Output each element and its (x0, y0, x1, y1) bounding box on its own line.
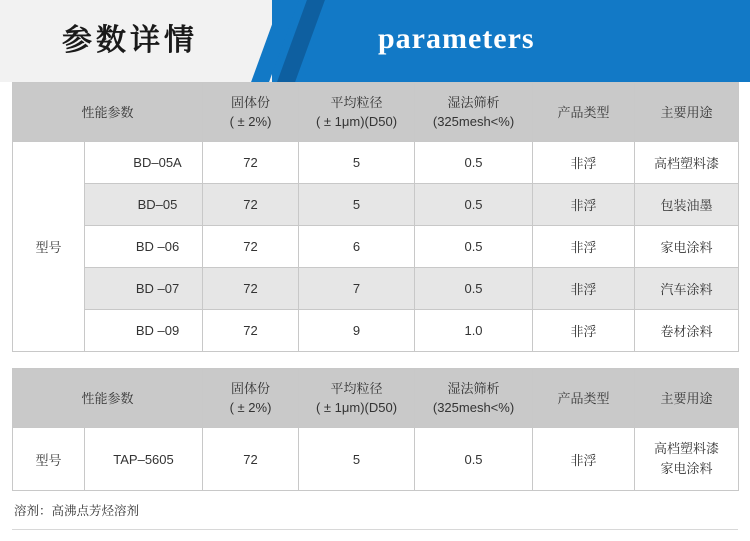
cell-size: 6 (299, 226, 415, 268)
cell-use-line-2: 家电涂料 (660, 461, 713, 476)
cell-solid: 72 (203, 268, 299, 310)
table-row (13, 226, 739, 268)
header-line-1: 固体份 (231, 95, 271, 110)
cell-use: 家电涂料 (635, 226, 739, 268)
cell-sieve: 0.5 (415, 184, 533, 226)
cell-sieve: 1.0 (415, 310, 533, 352)
cell-sieve: 0.5 (415, 428, 533, 491)
cell-sieve: 0.5 (415, 268, 533, 310)
cell-type: 非浮 (533, 184, 635, 226)
header-cell-main-use: 主要用途 (635, 369, 739, 428)
header-line-2: ( ± 2%) (229, 114, 272, 129)
cell-use: 包装油墨 (635, 184, 739, 226)
cell-model: BD–05 (85, 184, 203, 226)
header-cell-sieve (415, 369, 533, 428)
cell-model: BD –06 (85, 226, 203, 268)
cell-use: 高档塑料漆 (635, 142, 739, 184)
header-cell-main-use: 主要用途 (635, 83, 739, 142)
table-header-row (13, 369, 739, 428)
spec-table-1-wrapper (12, 82, 738, 352)
spec-table-1 (12, 82, 739, 352)
header-line-2: ( ± 1μm)(D50) (315, 114, 398, 129)
header-cell-performance (13, 83, 203, 142)
header-line-2: ( ± 1μm)(D50) (315, 400, 398, 415)
header-cell-product-type: 产品类型 (533, 369, 635, 428)
cell-use-line-1: 高档塑料漆 (654, 441, 720, 456)
spec-table-2 (12, 368, 739, 491)
cell-type: 非浮 (533, 226, 635, 268)
table-row (13, 268, 739, 310)
group-label-model: 型号 (13, 142, 85, 352)
table-row (13, 428, 739, 491)
footnote-solvent: 溶剂：高沸点芳烃溶剂 (14, 504, 140, 518)
cell-use: 卷材涂料 (635, 310, 739, 352)
table-header-row (13, 83, 739, 142)
cell-solid: 72 (203, 142, 299, 184)
page-banner (0, 0, 750, 82)
table-row (13, 310, 739, 352)
table-spacer (0, 352, 750, 368)
cell-type: 非浮 (533, 268, 635, 310)
cell-sieve: 0.5 (415, 142, 533, 184)
cell-solid: 72 (203, 184, 299, 226)
cell-model: BD –09 (85, 310, 203, 352)
header-line-1: 湿法筛析 (447, 381, 500, 396)
table-row (13, 142, 739, 184)
cell-use: 汽车涂料 (635, 268, 739, 310)
cell-sieve: 0.5 (415, 226, 533, 268)
header-line-2: ( ± 2%) (229, 400, 272, 415)
cell-size: 5 (299, 142, 415, 184)
cell-solid: 72 (203, 428, 299, 491)
cell-size: 5 (299, 184, 415, 226)
header-line-1: 固体份 (231, 381, 271, 396)
header-cell-performance: 性能参数 (13, 369, 203, 428)
cell-type: 非浮 (533, 428, 635, 491)
header-line-1: 性能参数 (81, 104, 134, 120)
cell-solid: 72 (203, 226, 299, 268)
cell-use (635, 428, 739, 491)
header-line-1: 湿法筛析 (447, 95, 500, 110)
banner-title-cn: 参数详情 (62, 24, 198, 57)
group-label-model: 型号 (13, 428, 85, 491)
header-cell-solid (203, 83, 299, 142)
header-cell-sieve (415, 83, 533, 142)
table-row (13, 184, 739, 226)
header-line-1: 平均粒径 (330, 95, 383, 110)
header-cell-product-type: 产品类型 (533, 83, 635, 142)
cell-model: BD –07 (85, 268, 203, 310)
header-line-2: (325mesh<%) (432, 400, 515, 415)
cell-type: 非浮 (533, 142, 635, 184)
cell-model: TAP–5605 (85, 428, 203, 491)
header-cell-particle-size (299, 83, 415, 142)
header-cell-particle-size (299, 369, 415, 428)
spec-table-2-wrapper (12, 368, 738, 491)
cell-size: 5 (299, 428, 415, 491)
cell-solid: 72 (203, 310, 299, 352)
cell-size: 9 (299, 310, 415, 352)
cell-size: 7 (299, 268, 415, 310)
header-line-1: 平均粒径 (330, 381, 383, 396)
cell-type: 非浮 (533, 310, 635, 352)
header-line-2: (325mesh<%) (432, 114, 515, 129)
cell-model: BD–05A (85, 142, 203, 184)
banner-title-en: parameters (378, 22, 535, 55)
bottom-divider (12, 529, 738, 530)
header-cell-solid (203, 369, 299, 428)
